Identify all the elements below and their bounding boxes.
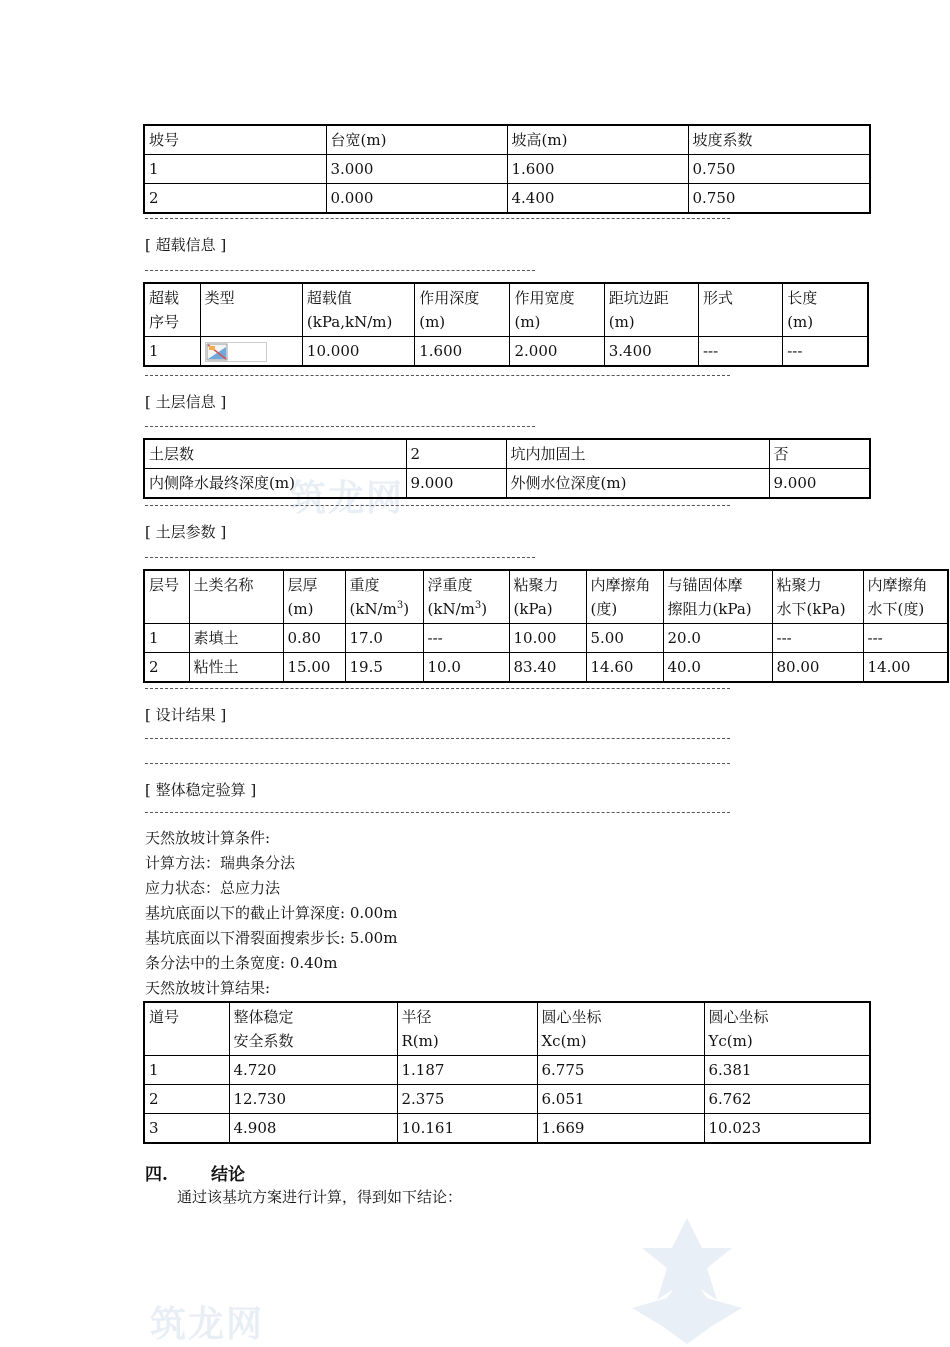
table-row xyxy=(144,1056,870,1085)
divider xyxy=(145,812,730,813)
divider xyxy=(145,218,730,219)
header-cell: 长度 (m) xyxy=(783,283,868,337)
header-cell: 浮重度 $(kN/m^3)$ xyxy=(423,570,509,624)
table-cell: 2 xyxy=(406,439,506,469)
stability-conditions xyxy=(145,826,397,1001)
header-cell: 内摩擦角 水下(度) xyxy=(863,570,948,624)
soil-info-table xyxy=(143,438,871,499)
table-cell: 土层数 xyxy=(144,439,406,469)
divider xyxy=(145,375,730,376)
condition-line: 基坑底面以下滑裂面搜索步长: 5.00m xyxy=(145,929,398,947)
header-cell: 土类名称 xyxy=(189,570,283,624)
table-cell: 1.600 xyxy=(507,155,688,184)
table-cell: 0.000 xyxy=(326,184,507,214)
section-title-soil-info: [ 土层信息 ] xyxy=(145,393,227,411)
table-cell: 10.000 xyxy=(302,337,414,367)
header-cell: 圆心坐标 Yc(m) xyxy=(704,1002,870,1056)
header-cell: 内摩擦角 (度) xyxy=(586,570,663,624)
table-cell: 2.375 xyxy=(397,1085,537,1114)
table-cell: 0.750 xyxy=(688,155,870,184)
table-cell: 0.80 xyxy=(283,624,345,653)
condition-line: 天然放坡计算结果: xyxy=(145,979,271,997)
table-cell: --- xyxy=(698,337,782,367)
table-cell: 1.600 xyxy=(415,337,510,367)
table-cell: 坑内加固土 xyxy=(506,439,769,469)
table-cell: 83.40 xyxy=(509,653,586,683)
header-cell: 坡号 xyxy=(144,125,326,155)
table-cell: 1.187 xyxy=(397,1056,537,1085)
header-cell: 整体稳定 安全系数 xyxy=(229,1002,397,1056)
table-cell: --- xyxy=(423,624,509,653)
condition-line: 计算方法：瑞典条分法 xyxy=(145,854,296,872)
table-cell: 6.762 xyxy=(704,1085,870,1114)
table-cell: 10.00 xyxy=(509,624,586,653)
table-row xyxy=(144,439,870,469)
watermark-text: 筑龙网 xyxy=(150,1303,265,1345)
table-cell: 14.00 xyxy=(863,653,948,683)
table-cell: 4.908 xyxy=(229,1114,397,1144)
slope-table xyxy=(143,124,871,214)
table-row xyxy=(144,653,948,683)
condition-line: 条分法中的土条宽度: 0.40m xyxy=(145,954,338,972)
header-cell: 坡高(m) xyxy=(507,125,688,155)
table-header-row xyxy=(144,570,948,624)
conclusion-heading xyxy=(145,1160,245,1185)
table-cell: 3 xyxy=(144,1114,229,1144)
table-cell: 12.730 xyxy=(229,1085,397,1114)
table-header-row xyxy=(144,1002,870,1056)
table-cell: 粘性土 xyxy=(189,653,283,683)
divider xyxy=(145,270,535,271)
table-cell: 4.720 xyxy=(229,1056,397,1085)
header-cell: 坡度系数 xyxy=(688,125,870,155)
table-cell: 6.775 xyxy=(537,1056,704,1085)
table-header-row xyxy=(144,283,868,337)
table-cell: 3.400 xyxy=(604,337,698,367)
section-title-stability: [ 整体稳定验算 ] xyxy=(145,781,257,799)
header-cell: 距坑边距 (m) xyxy=(604,283,698,337)
header-cell: 超载 序号 xyxy=(144,283,200,337)
table-cell: 10.0 xyxy=(423,653,509,683)
table-cell: 10.023 xyxy=(704,1114,870,1144)
table-row xyxy=(144,469,870,499)
table-cell: 20.0 xyxy=(663,624,772,653)
table-cell: 1 xyxy=(144,155,326,184)
header-cell: 圆心坐标 Xc(m) xyxy=(537,1002,704,1056)
table-cell: 14.60 xyxy=(586,653,663,683)
table-cell: 5.00 xyxy=(586,624,663,653)
table-cell: 4.400 xyxy=(507,184,688,214)
watermark-text: 筑龙网 xyxy=(290,477,405,519)
header-cell: 作用深度 (m) xyxy=(415,283,510,337)
table-cell: 否 xyxy=(769,439,870,469)
table-cell: --- xyxy=(772,624,863,653)
table-cell: 外侧水位深度(m) xyxy=(506,469,769,499)
watermark-logo-icon xyxy=(612,1208,762,1344)
table-row xyxy=(144,184,870,214)
table-cell: 1 xyxy=(144,624,189,653)
table-cell: 6.051 xyxy=(537,1085,704,1114)
table-cell: 1 xyxy=(144,1056,229,1085)
conclusion-text: 通过该基坑方案进行计算，得到如下结论： xyxy=(177,1188,463,1206)
soil-params-table xyxy=(143,569,949,683)
divider xyxy=(145,738,730,739)
table-row xyxy=(144,1085,870,1114)
table-row xyxy=(144,337,868,367)
table-cell: 80.00 xyxy=(772,653,863,683)
header-cell: 超载值 (kPa,kN/m) xyxy=(302,283,414,337)
condition-line: 天然放坡计算条件: xyxy=(145,829,271,847)
section-number: 四. xyxy=(145,1165,168,1185)
divider xyxy=(145,505,730,506)
table-cell: 2 xyxy=(144,184,326,214)
surcharge-table xyxy=(143,282,869,367)
header-cell: 道号 xyxy=(144,1002,229,1056)
table-cell: 1 xyxy=(144,337,200,367)
header-cell: 形式 xyxy=(698,283,782,337)
header-cell: 层号 xyxy=(144,570,189,624)
table-cell xyxy=(200,337,302,367)
table-cell: 2 xyxy=(144,1085,229,1114)
table-cell: 2.000 xyxy=(510,337,604,367)
table-row xyxy=(144,155,870,184)
table-cell: 2 xyxy=(144,653,189,683)
divider xyxy=(145,763,730,764)
table-cell: 3.000 xyxy=(326,155,507,184)
table-cell: 素填土 xyxy=(189,624,283,653)
section-title-surcharge: [ 超载信息 ] xyxy=(145,236,227,254)
header-cell: 与锚固体摩 擦阻力(kPa) xyxy=(663,570,772,624)
header-cell: 重度 $(kN/m^3)$ xyxy=(345,570,423,624)
table-cell: 19.5 xyxy=(345,653,423,683)
header-cell: 类型 xyxy=(200,283,302,337)
table-cell: 15.00 xyxy=(283,653,345,683)
stability-results-table xyxy=(143,1001,871,1144)
table-cell: 10.161 xyxy=(397,1114,537,1144)
divider xyxy=(145,426,535,427)
table-cell: 9.000 xyxy=(406,469,506,499)
header-cell: 台宽(m) xyxy=(326,125,507,155)
divider xyxy=(145,688,730,689)
header-cell: 粘聚力 水下(kPa) xyxy=(772,570,863,624)
header-cell: 粘聚力 (kPa) xyxy=(509,570,586,624)
header-cell: 作用宽度 (m) xyxy=(510,283,604,337)
table-cell: 内侧降水最终深度(m) xyxy=(144,469,406,499)
table-cell: 1.669 xyxy=(537,1114,704,1144)
section-title-design-result: [ 设计结果 ] xyxy=(145,706,227,724)
table-row xyxy=(144,624,948,653)
condition-line: 基坑底面以下的截止计算深度: 0.00m xyxy=(145,904,398,922)
table-row xyxy=(144,1114,870,1144)
table-cell: 17.0 xyxy=(345,624,423,653)
divider xyxy=(145,557,535,558)
section-heading-text: 结论 xyxy=(211,1165,245,1185)
surcharge-type-icon xyxy=(205,342,267,362)
table-header-row xyxy=(144,125,870,155)
header-cell: 半径 R(m) xyxy=(397,1002,537,1056)
table-cell: --- xyxy=(783,337,868,367)
table-cell: 0.750 xyxy=(688,184,870,214)
table-cell: 6.381 xyxy=(704,1056,870,1085)
table-cell: 40.0 xyxy=(663,653,772,683)
section-title-soil-params: [ 土层参数 ] xyxy=(145,523,227,541)
header-cell: 层厚 (m) xyxy=(283,570,345,624)
condition-line: 应力状态：总应力法 xyxy=(145,879,281,897)
table-cell: 9.000 xyxy=(769,469,870,499)
table-cell: --- xyxy=(863,624,948,653)
